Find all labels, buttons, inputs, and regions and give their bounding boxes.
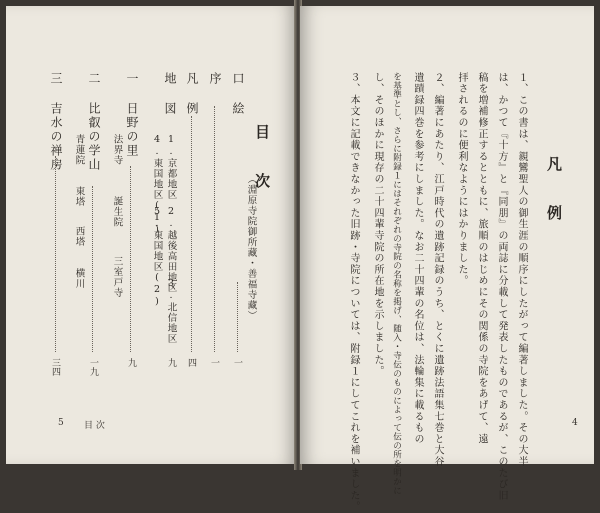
notes-line: を基準とし、さらに附録１にはそれぞれの寺院の名称を掲げ、随入・寺伝のものによって伝の所を明かに [391,72,402,495]
toc-page-number: 四 [186,358,196,367]
folio-title: 目 次 [84,421,105,431]
toc-leader [214,106,215,352]
toc-entry-preface: 序 [208,72,222,86]
toc-entry-maps: 地 図 [163,72,177,116]
toc-leader [55,156,56,352]
toc-entry-frontispiece: 口 絵 [231,72,245,116]
toc-page-number: 三四 [50,358,60,376]
toc-entry-frontispiece-note: （淵原寺院御所藏・善福寺藏） [245,174,257,321]
notes-line: １、この書は、親鸞聖人の御生涯の順序にしたがって編著しました。その大半 [516,72,527,468]
notes-line: ３、本文に記載できなかった旧跡・寺院については、附録１にしてこれを補いました。 [348,72,359,513]
chapter-1-site: 誕生院 [111,196,123,228]
folio-page-number: 4 [572,418,578,428]
chapter-2-site: 西塔 [73,226,85,247]
map-item: 4.東国地区(1) [151,134,163,236]
toc-page-number: 九 [166,358,176,367]
notes-line: ２、編著にあたり、江戸時代の遺跡記録のうち、とくに遺跡法語集七巻と大谷 [432,72,443,468]
map-item: 5.東国地区(2) [151,206,163,308]
toc-leader [191,116,192,352]
toc-chapter-1: 一 日野の里 [125,72,139,158]
right-page [300,6,594,513]
chapter-1-site: 三室戸寺 [111,256,123,298]
toc-page-number: 一 [232,358,242,367]
chapter-2-site: 青蓮院 [73,134,85,166]
toc-page-number: 一九 [88,358,98,376]
left-page [6,6,296,464]
notes-line: は、かつて『十方』と『同朋』の両誌に分載して発表したものであるが、このたび旧 [496,72,507,502]
chapter-2-site: 横川 [73,268,85,289]
toc-leader [237,282,238,352]
map-item: 1.京都地区 [165,134,177,200]
folio-page-number: 5 [58,418,64,428]
notes-line: 稿を増補修正するとともに、旅順のはじめにその関係の寺院をあげて、遠 [476,72,487,445]
chapter-1-site: 法界寺 [111,134,123,166]
notes-line: 拝されるのに便利なようにはかりました。 [456,72,467,287]
toc-chapter-2: 二 比叡の学山 [87,72,101,172]
toc-page-number: 一 [209,358,219,367]
map-item: 3.北信地区 [165,278,177,344]
toc-heading: 目 次 [253,124,271,196]
map-item: 2.越後高田地区 [165,206,177,293]
toc-page-number: 九 [126,358,136,367]
notes-line: し、そのほかに現存の二十四輩寺院の所在地を示しました。 [372,72,383,378]
toc-chapter-3: 三 吉水の禅房 [49,72,63,172]
toc-leader [130,166,131,352]
notes-line: 遺蹟録四巻を参考にしました。なお二十四輩の名位は、法輪集に載るもの [412,72,423,445]
toc-leader [92,186,93,352]
toc-entry-notes: 凡 例 [185,72,199,116]
notes-heading: 凡 例 [545,156,563,228]
chapter-2-site: 東塔 [73,186,85,207]
